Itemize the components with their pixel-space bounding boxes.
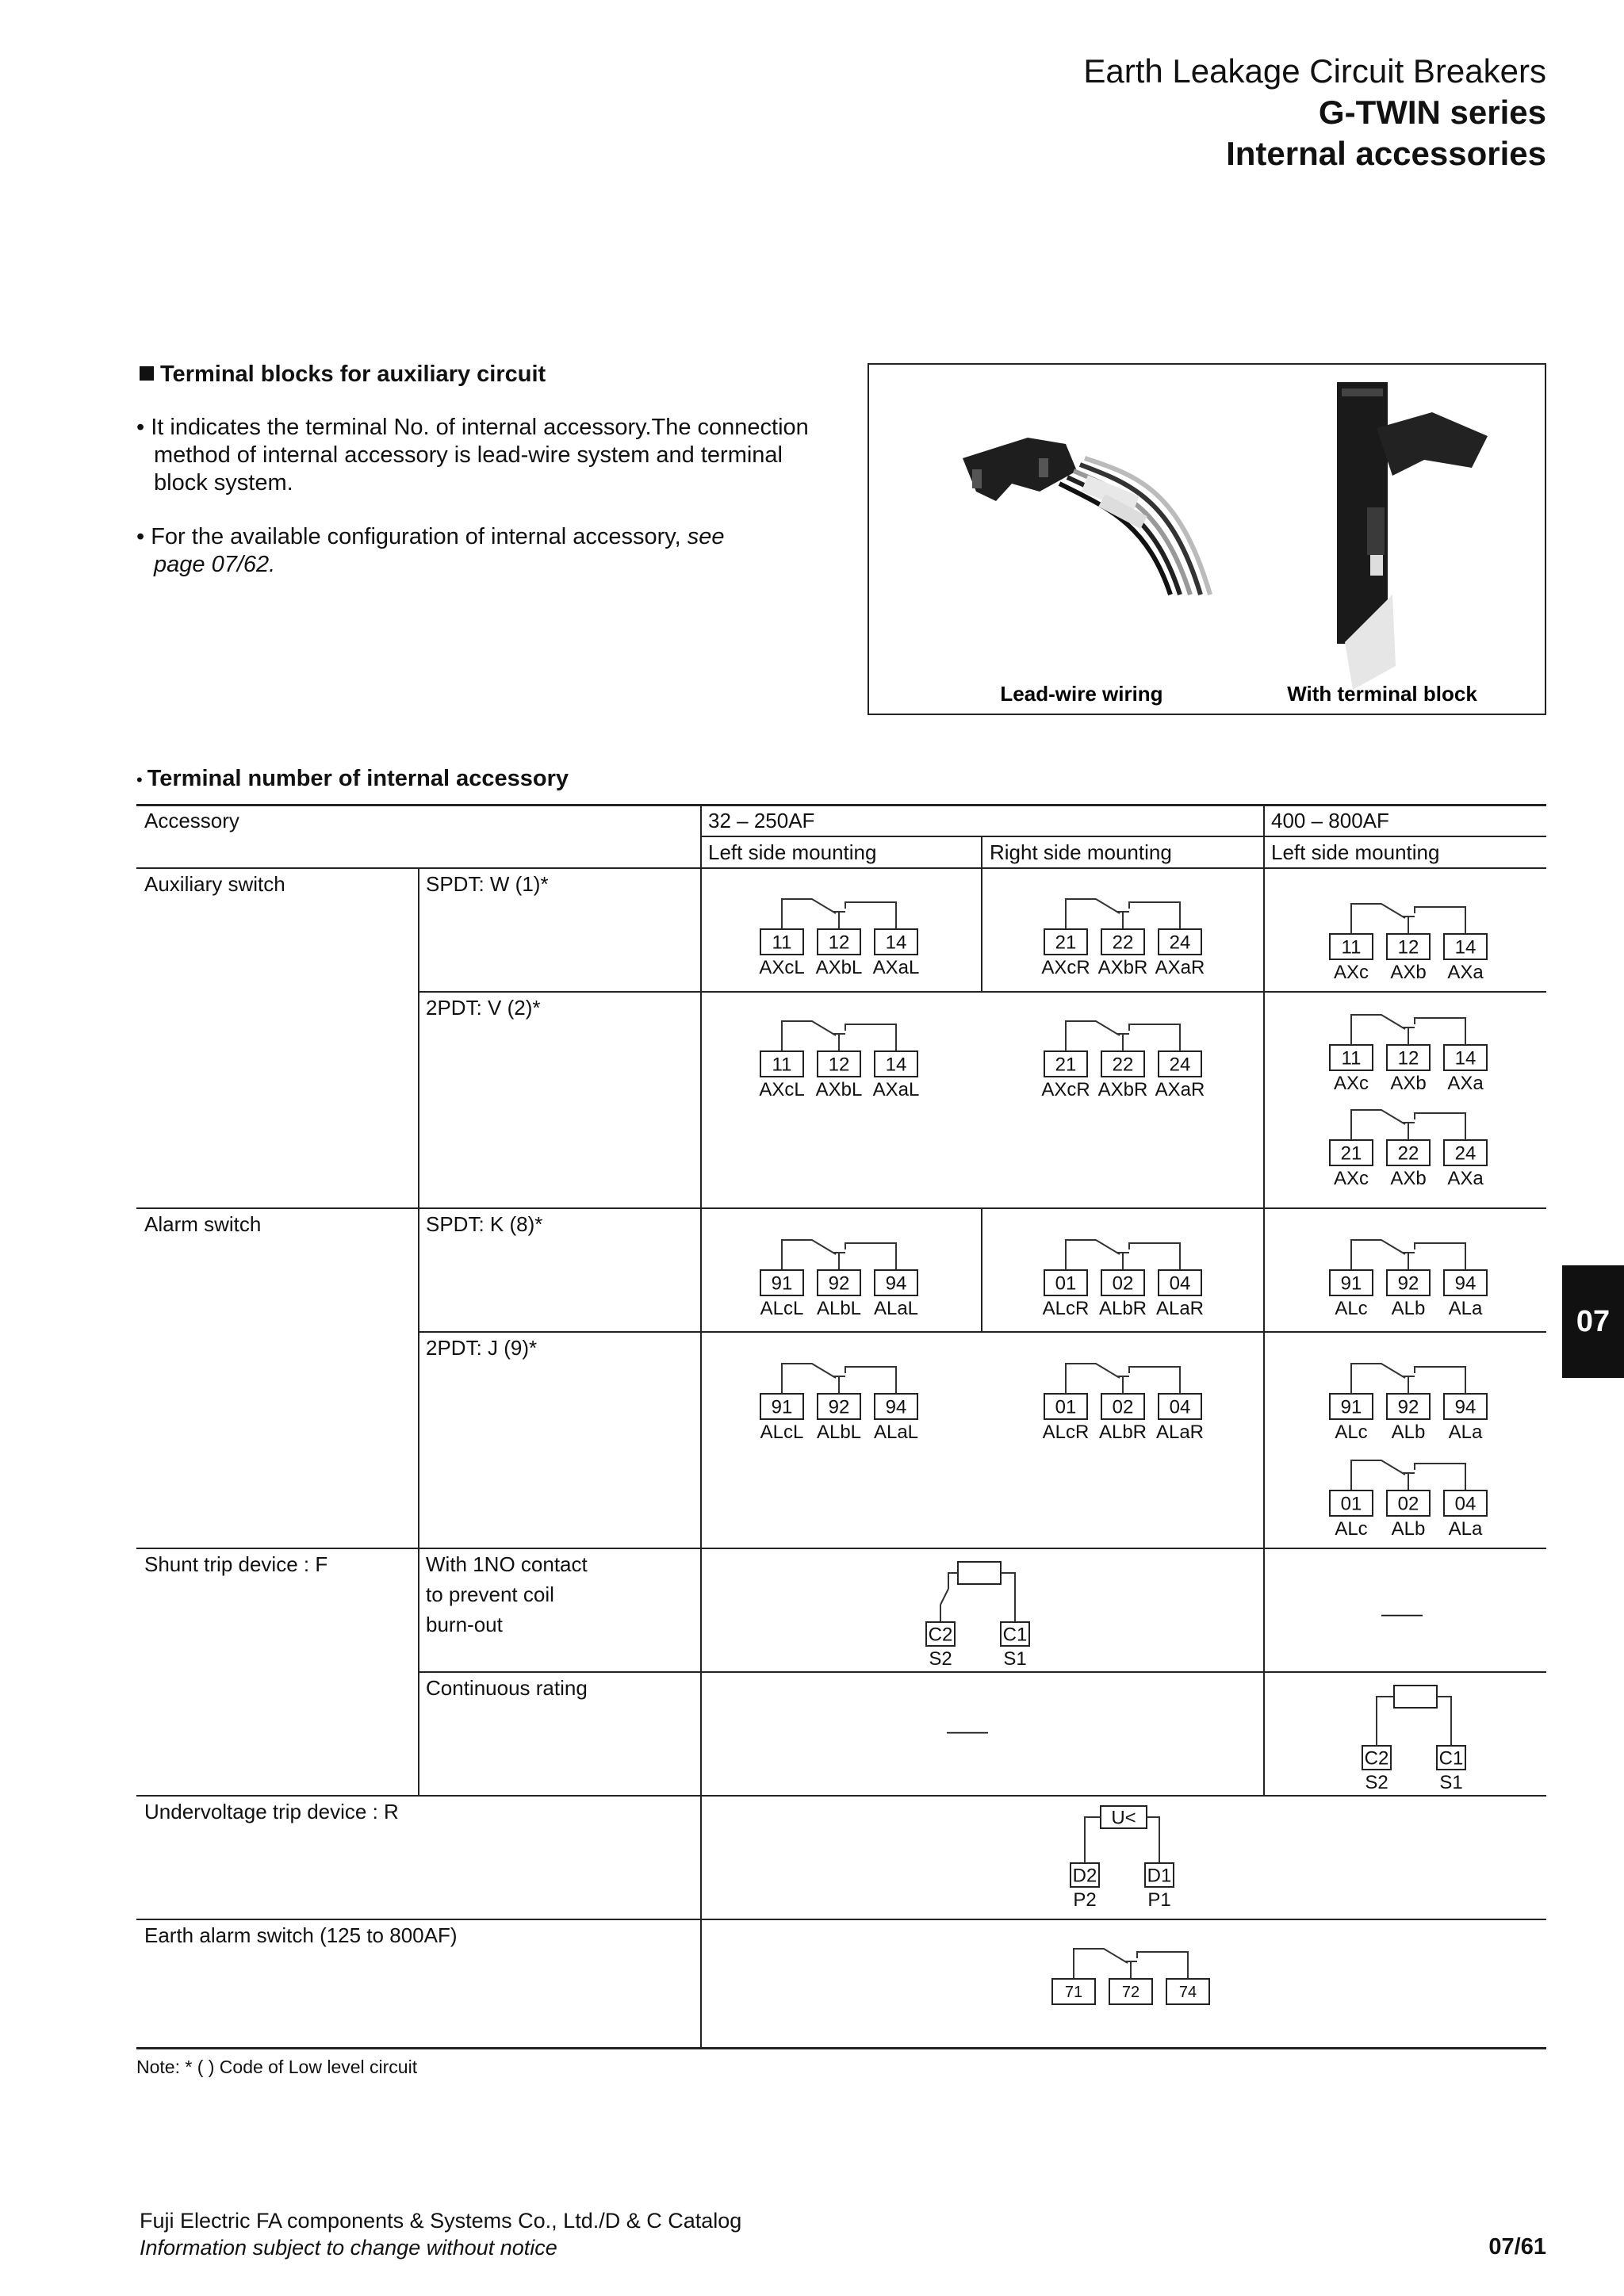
row-shunt-trip: Shunt trip device : F (144, 1552, 328, 1576)
terminal-label: ALcR (1042, 1422, 1090, 1443)
wire (1001, 1573, 1015, 1622)
row-2pdt-v: 2PDT: V (2)* (426, 996, 541, 1020)
switch-contact (1351, 1240, 1405, 1270)
terminal-label: ALbL (816, 1298, 862, 1319)
switch-contact (845, 1024, 896, 1051)
table-vrule (1263, 806, 1265, 1797)
switch-contact (1351, 1015, 1405, 1045)
row-spdt-w: SPDT: W (1)* (426, 872, 549, 896)
diagram-alarm-2pdt-left (753, 1351, 926, 1446)
terminal-label: ALc (1335, 1422, 1368, 1443)
terminal-label: ALcL (760, 1422, 804, 1443)
terminal-label: AXc (1333, 1168, 1369, 1189)
caption-terminal-block: With terminal block (1287, 682, 1477, 706)
terminal-label: AXcR (1041, 957, 1090, 978)
terminal-label: AXaR (1155, 1079, 1205, 1100)
terminal-number: 94 (885, 1272, 907, 1295)
lead-wire-photo (963, 438, 1210, 595)
terminal-label: AXc (1333, 962, 1369, 983)
terminal-number: D2 (1072, 1865, 1097, 1887)
terminal-label: ALb (1391, 1518, 1426, 1540)
terminal-number: 11 (1341, 1047, 1362, 1070)
terminal-label: AXaR (1155, 957, 1205, 978)
switch-contact (1402, 1473, 1415, 1490)
switch-contact (1066, 899, 1120, 929)
terminal-label: P2 (1073, 1889, 1097, 1911)
terminal-number: 91 (1340, 1272, 1362, 1295)
terminal-number: C1 (1002, 1624, 1028, 1646)
terminal-number: 91 (771, 1396, 793, 1418)
col-left-mounting-1: Left side mounting (708, 840, 877, 864)
footer-notice: Information subject to change without notice (140, 2236, 557, 2260)
bullet-text-1: • It indicates the terminal No. of internal accessory.The connection method of internal accessory is lead-wire system and terminal block system. (136, 415, 809, 496)
terminal-label: ALaR (1155, 1298, 1205, 1319)
terminal-number: 02 (1397, 1493, 1419, 1515)
terminal-label: AXcR (1041, 1079, 1090, 1100)
diagram-shunt-1no (912, 1556, 1047, 1674)
row-undervoltage-trip: Undervoltage trip device : R (144, 1800, 399, 1823)
terminal-label: AXaL (872, 1079, 920, 1100)
table-vrule (981, 1207, 982, 1333)
terminal-number: 22 (1112, 932, 1134, 954)
wire (1437, 1697, 1451, 1746)
diagram-alarm-2pdt-400-b (1323, 1448, 1496, 1543)
terminal-number: 14 (1454, 936, 1477, 959)
terminal-number: 02 (1112, 1396, 1134, 1418)
col-range-32-250: 32 – 250AF (708, 809, 815, 832)
square-bullet-icon (140, 366, 154, 381)
switch-contact (833, 1376, 845, 1394)
switch-contact (833, 912, 845, 929)
terminal-label: S2 (929, 1648, 952, 1670)
terminal-number: 92 (828, 1396, 850, 1418)
diagram-aux-2pdt-left (753, 1008, 926, 1104)
switch-contact (833, 1253, 845, 1270)
terminal-number: 12 (828, 1054, 850, 1076)
switch-contact (1129, 1024, 1180, 1051)
dash-not-applicable: —— (947, 1719, 988, 1743)
terminal-label: ALbR (1098, 1298, 1147, 1319)
terminal-label: AXb (1390, 962, 1427, 983)
terminal-label: ALcR (1042, 1298, 1090, 1319)
terminal-number: 24 (1454, 1142, 1477, 1165)
switch-contact (1351, 1364, 1405, 1394)
switch-contact (1351, 1110, 1405, 1140)
terminal-number: 24 (1169, 932, 1191, 954)
switch-contact (1116, 1034, 1129, 1051)
section-title-text: Terminal blocks for auxiliary circuit (160, 362, 546, 387)
terminal-label: AXaL (872, 957, 920, 978)
terminal-number: C2 (928, 1624, 953, 1646)
col-range-400-800: 400 – 800AF (1271, 809, 1389, 832)
row-earth-alarm-switch: Earth alarm switch (125 to 800AF) (144, 1923, 458, 1947)
terminal-number: 94 (885, 1396, 907, 1418)
switch-contact (1351, 1460, 1405, 1490)
terminal-number: 01 (1340, 1493, 1362, 1515)
switch-contact (1116, 1253, 1129, 1270)
terminal-number: 14 (1454, 1047, 1477, 1070)
diagram-earth-alarm (1045, 1936, 1218, 2031)
terminal-number: 04 (1454, 1493, 1477, 1515)
table-rule (136, 867, 1546, 869)
col-right-mounting: Right side mounting (990, 840, 1172, 864)
terminal-number: 21 (1340, 1142, 1362, 1165)
switch-contact (845, 902, 896, 929)
terminal-number: 92 (828, 1272, 850, 1295)
diagram-alarm-spdt-400 (1323, 1227, 1496, 1322)
terminal-number: C2 (1364, 1747, 1389, 1770)
footer-company: Fuji Electric FA components & Systems Co., Ltd./D & C Catalog (140, 2209, 742, 2233)
terminal-number: 91 (1340, 1396, 1362, 1418)
terminal-number: 04 (1169, 1272, 1191, 1295)
terminal-label: ALbR (1098, 1422, 1147, 1443)
diagram-alarm-2pdt-400-a (1323, 1351, 1496, 1446)
terminal-label: ALa (1448, 1518, 1483, 1540)
terminal-number: 92 (1397, 1272, 1419, 1295)
page-number: 07/61 (1488, 2234, 1546, 2260)
switch-contact (782, 1240, 836, 1270)
header-subtitle: Internal accessories (1226, 135, 1546, 172)
terminal-label: ALc (1335, 1298, 1368, 1319)
table-rule-bottom (136, 2047, 1546, 2049)
switch-contact (1415, 1018, 1465, 1045)
terminal-number: 11 (772, 1054, 792, 1076)
terminal-number: 92 (1397, 1396, 1419, 1418)
terminal-label: AXbL (815, 1079, 863, 1100)
terminal-number: 12 (1397, 1047, 1419, 1070)
terminal-label: AXbR (1097, 957, 1148, 978)
terminal-number: 01 (1055, 1272, 1077, 1295)
wire (1377, 1697, 1394, 1746)
coil-icon (958, 1562, 1001, 1584)
terminal-number: 12 (1397, 936, 1419, 959)
switch-contact (1415, 1464, 1465, 1490)
row-spdt-k: SPDT: K (8)* (426, 1212, 543, 1236)
table-rule (136, 1207, 1546, 1209)
row-shunt-sub-2: Continuous rating (426, 1676, 588, 1700)
terminal-number: 71 (1064, 1984, 1083, 2002)
terminal-label: ALa (1448, 1298, 1483, 1319)
diagram-aux-2pdt-right (1037, 1008, 1210, 1104)
photo-illustration (869, 365, 1545, 714)
terminal-label: ALaL (873, 1422, 919, 1443)
switch-contact (1116, 1376, 1129, 1394)
terminal-number: 14 (885, 932, 907, 954)
switch-contact (1074, 1949, 1128, 1979)
table-vrule (700, 806, 702, 2047)
switch-contact (1415, 907, 1465, 934)
terminal-label: AXbL (815, 957, 863, 978)
diagram-aux-2pdt-400-a (1323, 1002, 1496, 1097)
row-auxiliary-switch: Auxiliary switch (144, 872, 285, 896)
header-series: G-TWIN series (1318, 94, 1546, 131)
table-title: • Terminal number of internal accessory (136, 766, 569, 791)
terminal-label: ALaL (873, 1298, 919, 1319)
switch-contact (782, 1021, 836, 1051)
row-shunt-sub-1: With 1NO contact to prevent coil burn-out (426, 1552, 588, 1636)
terminal-number: 01 (1055, 1396, 1077, 1418)
terminal-label: ALb (1391, 1422, 1426, 1443)
terminal-number: 11 (772, 932, 792, 954)
diagram-alarm-spdt-right (1037, 1227, 1210, 1322)
table-rule (136, 1548, 1546, 1549)
switch-contact (782, 1364, 836, 1394)
terminal-number: 22 (1397, 1142, 1419, 1165)
terminal-number: 74 (1178, 1984, 1197, 2002)
table-vrule (981, 836, 982, 993)
terminal-label: S2 (1365, 1772, 1388, 1793)
col-left-mounting-2: Left side mounting (1271, 840, 1440, 864)
terminal-number: U< (1111, 1807, 1136, 1829)
wire (1085, 1817, 1101, 1863)
terminal-number: 04 (1169, 1396, 1191, 1418)
switch-contact (1415, 1113, 1465, 1140)
terminal-label: P1 (1147, 1889, 1171, 1911)
chapter-tab: 07 (1562, 1265, 1624, 1378)
terminal-label: AXb (1390, 1073, 1427, 1094)
terminal-label: ALa (1448, 1422, 1483, 1443)
terminal-label: S1 (1439, 1772, 1463, 1793)
switch-contact (782, 899, 836, 929)
terminal-label: AXa (1447, 1168, 1484, 1189)
switch-contact (1351, 904, 1405, 934)
switch-contact (1124, 1961, 1137, 1979)
photo-box (868, 363, 1546, 715)
terminal-label: AXc (1333, 1073, 1369, 1094)
diagram-shunt-continuous (1348, 1679, 1483, 1798)
terminal-label: ALbL (816, 1422, 862, 1443)
terminal-number: 12 (828, 932, 850, 954)
terminal-label: AXb (1390, 1168, 1427, 1189)
switch-contact (1066, 1364, 1120, 1394)
switch-contact (1129, 1243, 1180, 1270)
table-vrule (418, 869, 419, 1797)
switch-contact (1415, 1243, 1465, 1270)
terminal-label: AXcL (759, 957, 805, 978)
switch-contact (1116, 912, 1129, 929)
switch-contact (1402, 1376, 1415, 1394)
switch-contact (1415, 1367, 1465, 1394)
diagram-aux-2pdt-400-b (1323, 1097, 1496, 1192)
terminal-number: 24 (1169, 1054, 1191, 1076)
switch-contact (833, 1034, 845, 1051)
switch-contact (1402, 1123, 1415, 1140)
switch-contact (1066, 1021, 1120, 1051)
terminal-number: C1 (1438, 1747, 1464, 1770)
terminal-block-photo (1337, 382, 1488, 690)
diagram-aux-spdt-right (1037, 886, 1210, 982)
terminal-number: D1 (1147, 1865, 1172, 1887)
diagram-alarm-spdt-left (753, 1227, 926, 1322)
coil-icon (1394, 1686, 1437, 1708)
switch-contact (1137, 1952, 1188, 1979)
row-alarm-switch: Alarm switch (144, 1212, 262, 1236)
switch-contact (940, 1573, 958, 1622)
diagram-undervoltage (1056, 1801, 1191, 1920)
terminal-label: AXa (1447, 1073, 1484, 1094)
terminal-number: 02 (1112, 1272, 1134, 1295)
terminal-number: 91 (771, 1272, 793, 1295)
terminal-label: ALcL (760, 1298, 804, 1319)
terminal-number: 94 (1454, 1396, 1477, 1418)
table-title-text: Terminal number of internal accessory (147, 766, 569, 791)
switch-contact (845, 1243, 896, 1270)
terminal-number: 14 (885, 1054, 907, 1076)
switch-contact (1402, 1027, 1415, 1045)
switch-contact (1402, 1253, 1415, 1270)
terminal-label: S1 (1003, 1648, 1027, 1670)
wire (1147, 1817, 1159, 1863)
section-title (140, 362, 546, 388)
terminal-label: ALc (1335, 1518, 1368, 1540)
terminal-label: AXcL (759, 1079, 805, 1100)
diagram-alarm-2pdt-right (1037, 1351, 1210, 1446)
dash-not-applicable: —— (1381, 1601, 1423, 1625)
terminal-number: 22 (1112, 1054, 1134, 1076)
switch-contact (845, 1367, 896, 1394)
terminal-number: 94 (1454, 1272, 1477, 1295)
col-accessory: Accessory (144, 809, 239, 832)
switch-contact (1402, 916, 1415, 934)
terminal-label: ALaR (1155, 1422, 1205, 1443)
bullet-text-2: • For the available configuration of internal accessory, see page 07/62. (136, 524, 725, 577)
diagram-aux-spdt-left (753, 886, 926, 982)
terminal-number: 72 (1121, 1984, 1140, 2002)
terminal-label: AXa (1447, 962, 1484, 983)
header-title: Earth Leakage Circuit Breakers (1083, 52, 1546, 90)
terminal-number: 21 (1055, 1054, 1077, 1076)
row-2pdt-j: 2PDT: J (9)* (426, 1336, 538, 1360)
diagram-aux-spdt-400 (1323, 891, 1496, 986)
switch-contact (1129, 902, 1180, 929)
table-note: Note: * ( ) Code of Low level circuit (136, 2057, 418, 2077)
terminal-number: 21 (1055, 932, 1077, 954)
terminal-label: ALb (1391, 1298, 1426, 1319)
terminal-label: AXbR (1097, 1079, 1148, 1100)
switch-contact (1066, 1240, 1120, 1270)
switch-contact (1129, 1367, 1180, 1394)
terminal-number: 11 (1341, 936, 1362, 959)
caption-lead-wire: Lead-wire wiring (1000, 682, 1163, 706)
